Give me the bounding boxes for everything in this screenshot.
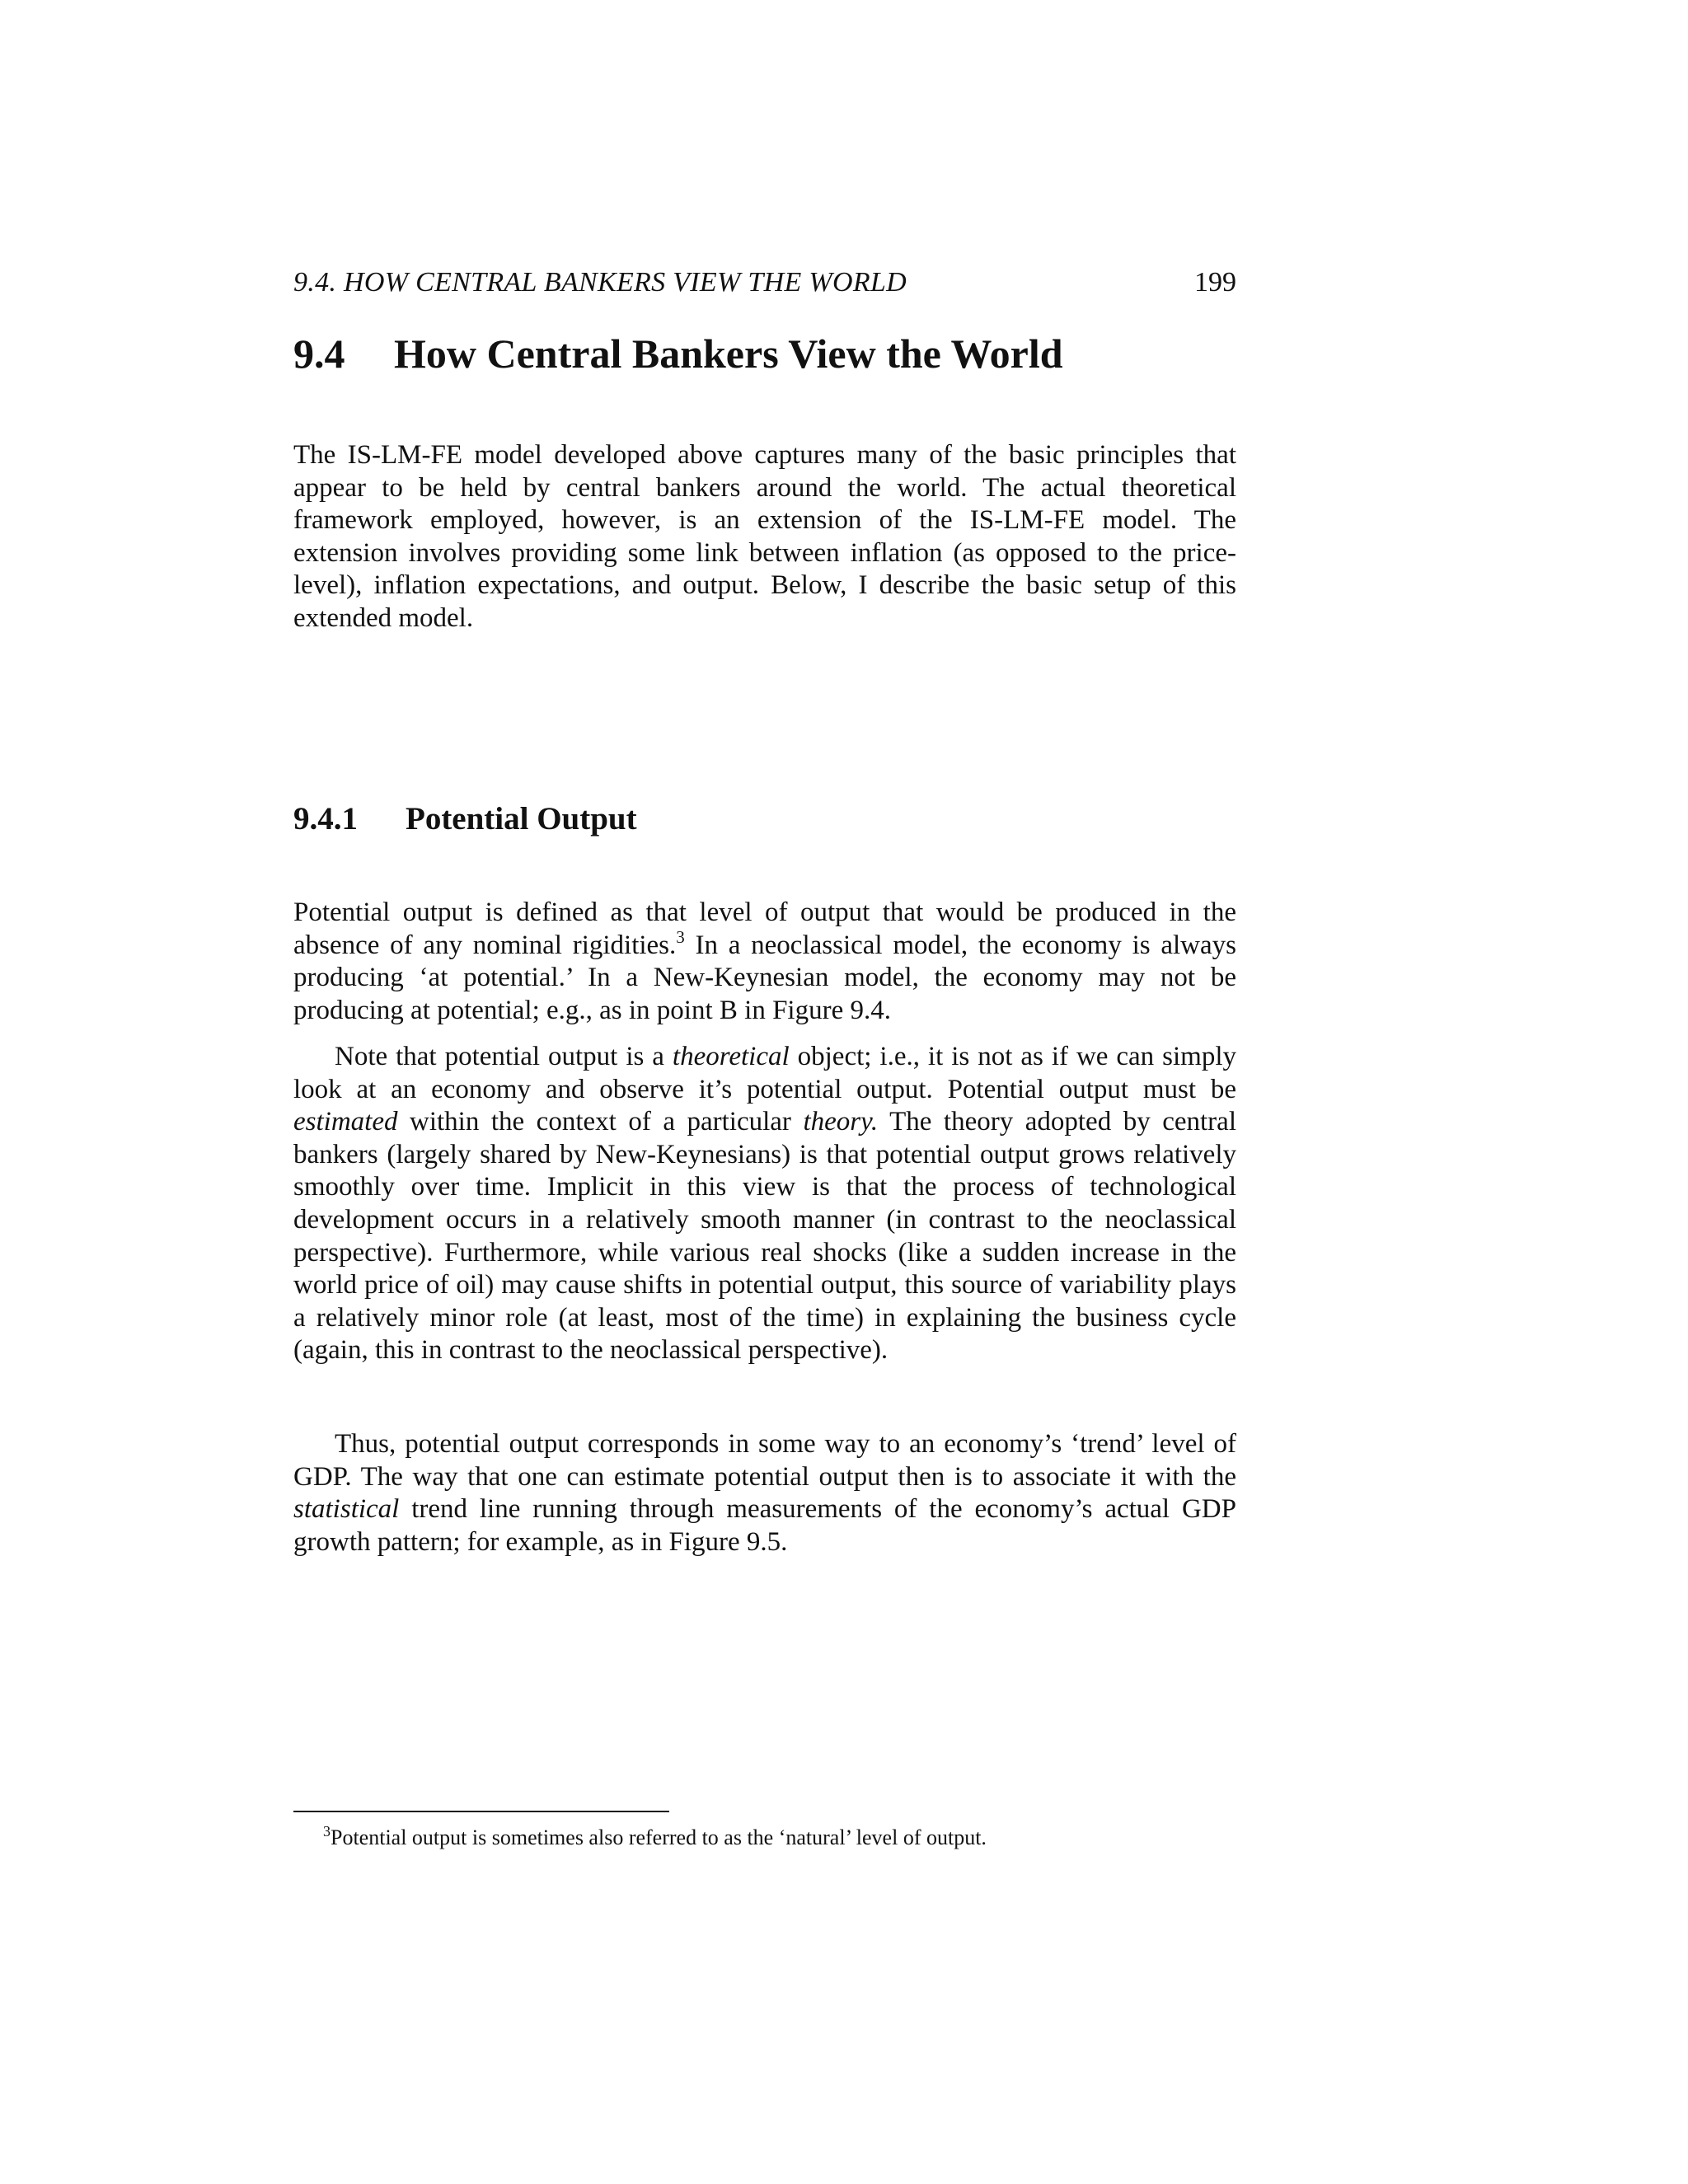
paragraph-potential-output-definition	[293, 897, 1236, 1027]
running-head-title: 9.4. HOW CENTRAL BANKERS VIEW THE WORLD	[293, 267, 907, 298]
footnote-reference[interactable]: 3	[676, 926, 685, 947]
emphasis-estimated: estimated	[293, 1107, 398, 1137]
paragraph2-text-a: Note that potential output is a	[335, 1042, 673, 1071]
footnote-divider	[293, 1811, 669, 1812]
section-title: How Central Bankers View the World	[394, 330, 1063, 377]
paragraph2-text-c: within the context of a particular	[397, 1107, 804, 1137]
section-number: 9.4	[293, 330, 345, 377]
paragraph3-text-a: Thus, potential output corresponds in some way to an economy’s ‘trend’ level of GDP. The way that one can estimate potential output then is to associate it with the	[293, 1429, 1236, 1492]
subsection-title: Potential Output	[406, 801, 637, 837]
section-heading	[293, 325, 1236, 382]
subsection-heading	[293, 796, 1236, 842]
paragraph3-text-b: trend line running through measurements of the economy’s actual GDP growth pattern; for example, as in Figure 9.5.	[293, 1494, 1236, 1557]
running-head	[293, 262, 1236, 303]
emphasis-theory: theory.	[803, 1107, 879, 1137]
subsection-number: 9.4.1	[293, 801, 358, 837]
paragraph-theoretical-object	[293, 1041, 1236, 1367]
footnote-text: Potential output is sometimes also referred to as the ‘natural’ level of output.	[331, 1825, 987, 1849]
footnote	[323, 1823, 1236, 1853]
footnote-marker: 3	[323, 1823, 331, 1840]
paragraph-trend-level	[293, 1428, 1236, 1558]
paragraph1-text-a: Potential output is defined as that level of output that would be produced in the absence of any nominal rigidities.	[293, 898, 1236, 960]
paragraph2-text-b: object; i.e., it is not as if we can simply look at an economy and observe it’s potential output. Potential output must be	[293, 1042, 1237, 1104]
paragraph2-text-d: The theory adopted by central bankers (largely shared by New-Keynesians) is that potential output grows relatively smoothly over time. Implicit in this view is that the process of technological development occurs in a relatively smooth manner (in contrast to the neoclassical perspective). Furthermore, while various real shocks (like a sudden increase in the world price of oil) may cause shifts in potential output, this source of variability plays a relatively minor role (at least, most of the time) in explaining the business cycle (again, this in contrast to the neoclassical perspective).	[293, 1107, 1236, 1366]
emphasis-theoretical: theoretical	[672, 1042, 790, 1071]
emphasis-statistical: statistical	[293, 1494, 400, 1525]
page-number: 199	[1194, 267, 1236, 298]
paragraph1-text-b: In a neoclassical model, the economy is always producing ‘at potential.’ In a New-Keynesian model, the economy may not be producing at potential; e.g., as in point B in Figure 9.4.	[293, 930, 1236, 1025]
intro-paragraph: The IS-LM-FE model developed above captures many of the basic principles that appear to be held by central bankers around the world. The actual theoretical framework employed, however, is an extension of the IS-LM-FE model. The extension involves providing some link between inflation (as opposed to the price-level), inflation expectations, and output. Below, I describe the basic setup of this extended model.	[293, 440, 1236, 633]
